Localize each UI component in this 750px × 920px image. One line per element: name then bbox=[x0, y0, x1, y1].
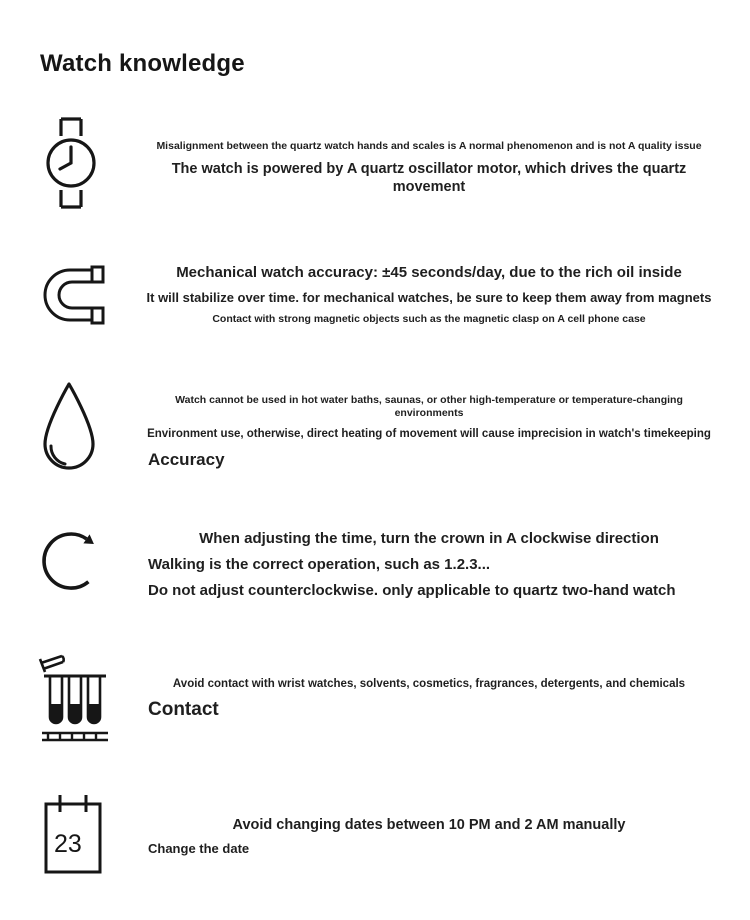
section-temperature-accuracy bbox=[0, 376, 750, 506]
info-line: Mechanical watch accuracy: ±45 seconds/day, due to the rich oil inside bbox=[176, 264, 682, 281]
section-heading: Change the date bbox=[148, 841, 250, 857]
info-line: Do not adjust counterclockwise. only applicable to quartz two-hand watch bbox=[148, 581, 676, 599]
section-text bbox=[140, 394, 718, 470]
section-date-change bbox=[0, 790, 750, 920]
test-tubes-icon bbox=[38, 647, 112, 745]
clockwise-arrow-icon bbox=[38, 520, 104, 598]
info-line: Avoid contact with wrist watches, solvents, cosmetics, fragrances, detergents, and chemicals bbox=[172, 678, 686, 690]
info-line: Watch cannot be used in hot water baths, saunas, or other high-temperature or temperature-changing environments bbox=[175, 394, 683, 420]
wristwatch-icon bbox=[42, 114, 100, 212]
section-text bbox=[140, 140, 718, 196]
page-title: Watch knowledge bbox=[40, 50, 245, 78]
info-line: Contact with strong magnetic objects such as the magnetic clasp on A cell phone case bbox=[212, 313, 646, 325]
info-line: Environment use, otherwise, direct heating of movement will cause imprecision in watch's timekeeping bbox=[147, 428, 711, 441]
section-heading: Accuracy bbox=[148, 449, 225, 469]
section-heading: Contact bbox=[148, 699, 219, 721]
section-text bbox=[140, 264, 718, 326]
section-magnetism bbox=[0, 262, 750, 392]
info-line: The watch is powered by A quartz oscillator motor, which drives the quartz movement bbox=[171, 161, 687, 196]
magnet-icon bbox=[42, 264, 106, 326]
section-text bbox=[140, 677, 718, 722]
calendar-icon bbox=[42, 792, 104, 878]
info-line: Misalignment between the quartz watch hands and scales is A normal phenomenon and is not A quality issue bbox=[156, 140, 702, 152]
water-drop-icon bbox=[38, 378, 100, 478]
info-line: When adjusting the time, turn the crown in A clockwise direction bbox=[199, 530, 659, 547]
section-text bbox=[140, 530, 718, 600]
info-line: Avoid changing dates between 10 PM and 2 AM manually bbox=[232, 817, 626, 833]
section-text bbox=[140, 816, 718, 857]
section-quartz-movement bbox=[0, 112, 750, 242]
section-crown-adjustment bbox=[0, 518, 750, 648]
info-line: Walking is the correct operation, such as 1.2.3... bbox=[148, 555, 491, 573]
calendar-day-number: 23 bbox=[54, 830, 82, 858]
info-line: It will stabilize over time. for mechanical watches, be sure to keep them away from magnets bbox=[146, 289, 712, 305]
section-chemical-contact bbox=[0, 645, 750, 775]
